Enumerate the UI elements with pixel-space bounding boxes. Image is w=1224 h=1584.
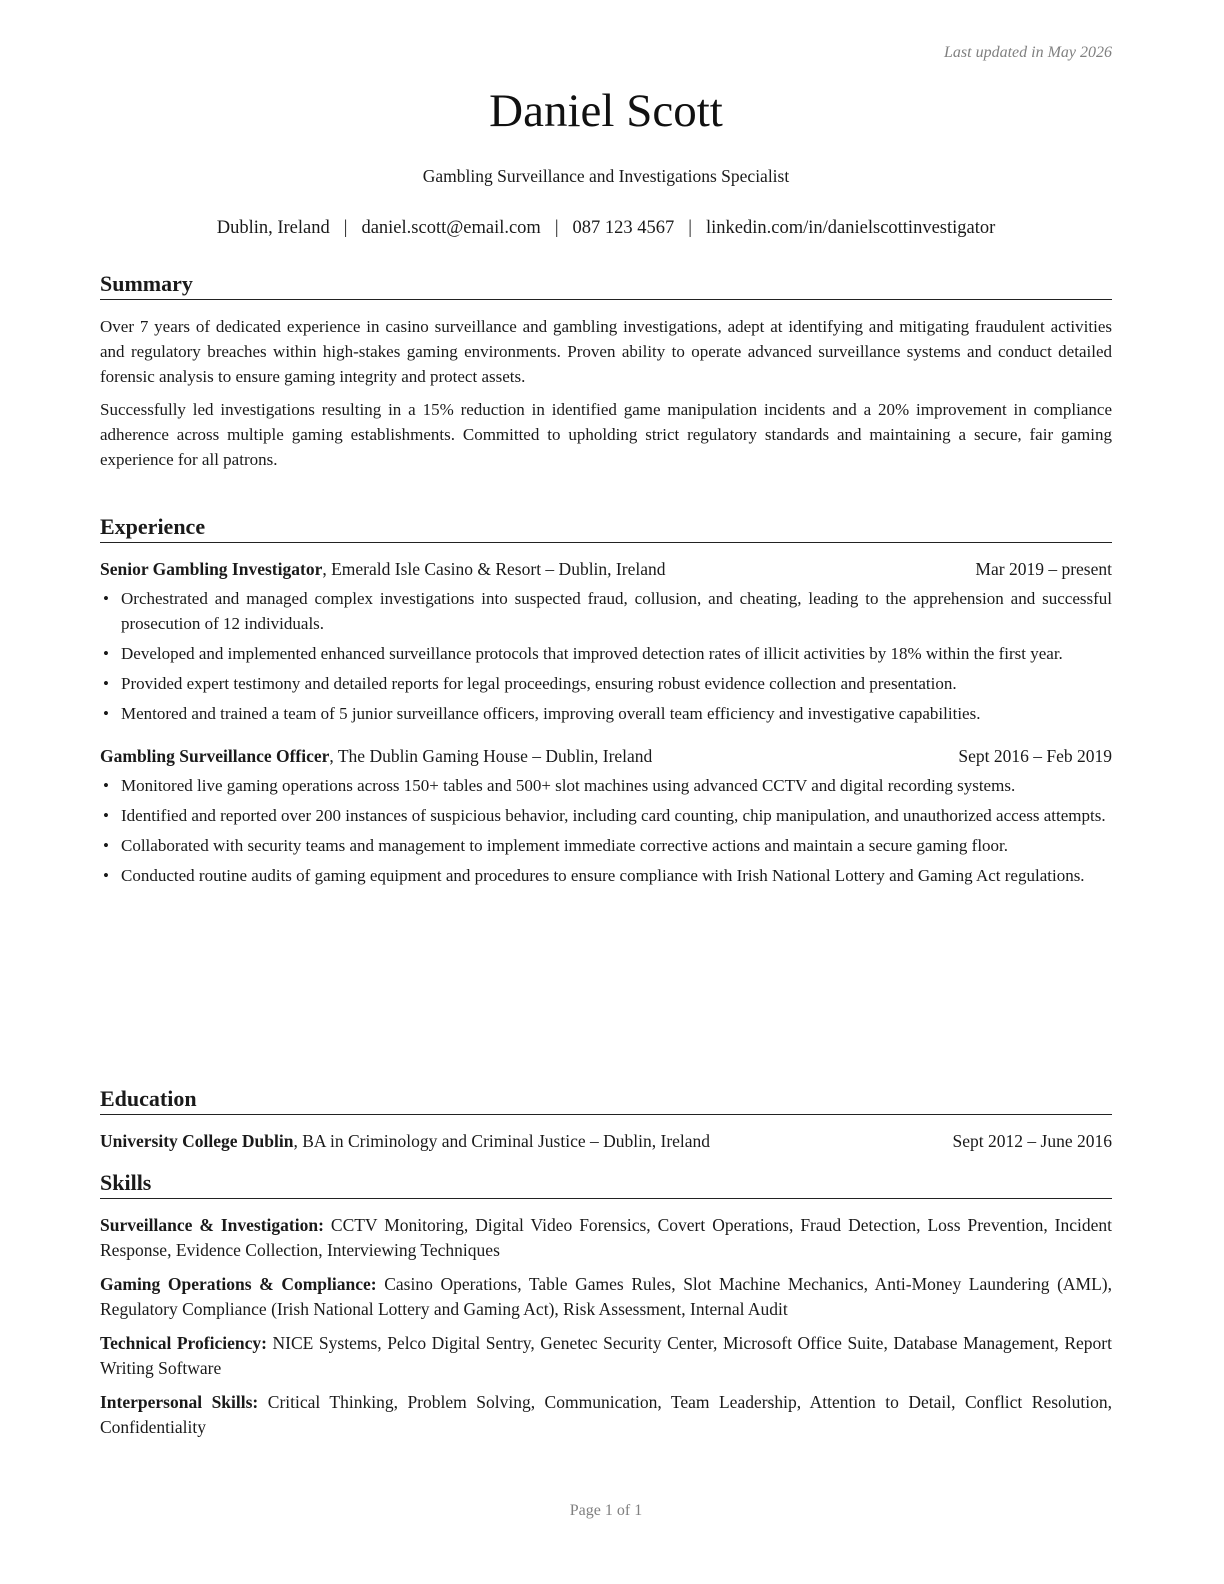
skill-group-label: Surveillance & Investigation: <box>100 1215 324 1235</box>
education-section <box>100 1085 1112 1154</box>
summary-paragraph: Over 7 years of dedicated experience in casino surveillance and gambling investigations, adept at identifying and mitigating fraudulent activities and regulatory breaches within high-stakes gaming environments. Proven ability to operate advanced surveillance systems and conduct detailed forensic analysis to ensure gaming integrity and protect assets. <box>100 317 1112 386</box>
section-title-summary: Summary <box>100 270 1112 300</box>
experience-section <box>100 513 1112 893</box>
education-entry <box>100 1129 1112 1154</box>
bullet-dot: • <box>103 836 109 855</box>
skill-group-items: Critical Thinking, Problem Solving, Communication, Team Leadership, Attention to Detail, Conflict Resolution, Confidentiality <box>100 1392 1112 1437</box>
bullet-dot: • <box>103 704 109 723</box>
contact-separator: | <box>688 218 693 238</box>
contact-separator: | <box>343 218 348 238</box>
job-dates: Mar 2019 – present <box>975 559 1112 579</box>
candidate-name: Daniel Scott <box>489 85 723 137</box>
skills-list <box>100 1213 1112 1440</box>
job-entry <box>100 744 1112 888</box>
education-title-line <box>100 1129 710 1154</box>
job-bullet-text: Developed and implemented enhanced surveillance protocols that improved detection rates of illicit activities by 18% within the first year. <box>121 644 1063 663</box>
job-bullet-text: Conducted routine audits of gaming equipment and procedures to ensure compliance with Irish National Lottery and Gaming Act regulations. <box>121 866 1085 885</box>
section-title-skills: Skills <box>100 1169 1112 1199</box>
job-title-line <box>100 744 652 769</box>
skill-group-items: NICE Systems, Pelco Digital Sentry, Genetec Security Center, Microsoft Office Suite, Database Management, Report Writing Software <box>100 1333 1113 1378</box>
skill-group-items: Casino Operations, Table Games Rules, Slot Machine Mechanics, Anti-Money Laundering (AML), Regulatory Compliance (Irish National Lottery and Gaming Act), Risk Assessment, Internal Audit <box>100 1274 1113 1319</box>
skill-group <box>100 1331 1112 1381</box>
job-bullet <box>100 641 1112 666</box>
contact-separator: | <box>554 218 559 238</box>
job-header <box>100 557 1112 582</box>
bullet-dot: • <box>103 589 109 608</box>
job-bullet <box>100 803 1112 828</box>
skill-group-label: Gaming Operations & Compliance: <box>100 1274 377 1294</box>
skill-group <box>100 1213 1112 1263</box>
last-updated-note: Last updated in May 2026 <box>944 44 1112 61</box>
contact-location: Dublin, Ireland <box>216 218 330 238</box>
bullet-dot: • <box>103 806 109 825</box>
section-title-education: Education <box>100 1085 1112 1115</box>
resume-page <box>100 0 1112 1584</box>
job-bullet-text: Identified and reported over 200 instances of suspicious behavior, including card counting, chip manipulation, and unauthorized access attempts. <box>121 806 1106 825</box>
job-bullet <box>100 701 1112 726</box>
education-detail: , BA in Criminology and Criminal Justice – Dublin, Ireland <box>293 1131 711 1151</box>
job-header <box>100 744 1112 769</box>
job-role: Gambling Surveillance Officer <box>100 746 330 766</box>
skill-group-label: Technical Proficiency: <box>100 1333 267 1353</box>
job-bullet-text: Collaborated with security teams and management to implement immediate corrective actions and maintain a secure gaming floor. <box>121 836 1009 855</box>
skill-group-label: Interpersonal Skills: <box>100 1392 259 1412</box>
skills-section <box>100 1169 1112 1449</box>
page-number: Page 1 of 1 <box>569 1502 643 1519</box>
skill-group-items: CCTV Monitoring, Digital Video Forensics, Covert Operations, Fraud Detection, Loss Prevention, Incident Response, Evidence Collection, Interviewing Techniques <box>100 1215 1112 1260</box>
bullet-dot: • <box>103 776 109 795</box>
job-title-line <box>100 557 665 582</box>
job-bullet <box>100 773 1112 798</box>
education-dates: Sept 2012 – June 2016 <box>952 1131 1112 1151</box>
contact-linkedin[interactable]: linkedin.com/in/danielscottinvestigator <box>706 218 996 238</box>
candidate-headline: Gambling Surveillance and Investigations Specialist <box>422 166 790 186</box>
contact-email[interactable]: daniel.scott@email.com <box>361 218 541 238</box>
bullet-dot: • <box>103 866 109 885</box>
job-bullet <box>100 671 1112 696</box>
job-bullet-text: Provided expert testimony and detailed reports for legal proceedings, ensuring robust evidence collection and presentation. <box>121 674 957 693</box>
job-bullet <box>100 863 1112 888</box>
education-school: University College Dublin <box>100 1131 294 1151</box>
summary-section <box>100 270 1112 472</box>
skill-group <box>100 1390 1112 1440</box>
contact-phone[interactable]: 087 123 4567 <box>572 218 675 238</box>
job-bullet-text: Orchestrated and managed complex investigations into suspected fraud, collusion, and cheating, leading to the apprehension and successful prosecution of 12 individuals. <box>121 589 1112 633</box>
skill-group <box>100 1272 1112 1322</box>
job-organization: , The Dublin Gaming House – Dublin, Ireland <box>329 746 653 766</box>
bullet-dot: • <box>103 644 109 663</box>
job-bullet <box>100 833 1112 858</box>
job-bullet-text: Mentored and trained a team of 5 junior surveillance officers, improving overall team efficiency and investigative capabilities. <box>121 704 981 723</box>
job-bullet <box>100 586 1112 636</box>
job-bullet-text: Monitored live gaming operations across 150+ tables and 500+ slot machines using advanced CCTV and digital recording systems. <box>121 776 1016 795</box>
job-bullet-list <box>100 773 1112 888</box>
contact-line <box>100 218 1112 239</box>
job-bullet-list <box>100 586 1112 726</box>
job-organization: , Emerald Isle Casino & Resort – Dublin, Ireland <box>322 559 666 579</box>
job-dates: Sept 2016 – Feb 2019 <box>958 746 1112 766</box>
bullet-dot: • <box>103 674 109 693</box>
summary-paragraph: Successfully led investigations resulting in a 15% reduction in identified game manipulation incidents and a 20% improvement in compliance adherence across multiple gaming establishments. Committed to upholding strict regulatory standards and maintaining a secure, fair gaming experience for all patrons. <box>100 400 1112 469</box>
section-title-experience: Experience <box>100 513 1112 543</box>
job-entry <box>100 557 1112 726</box>
job-role: Senior Gambling Investigator <box>100 559 323 579</box>
